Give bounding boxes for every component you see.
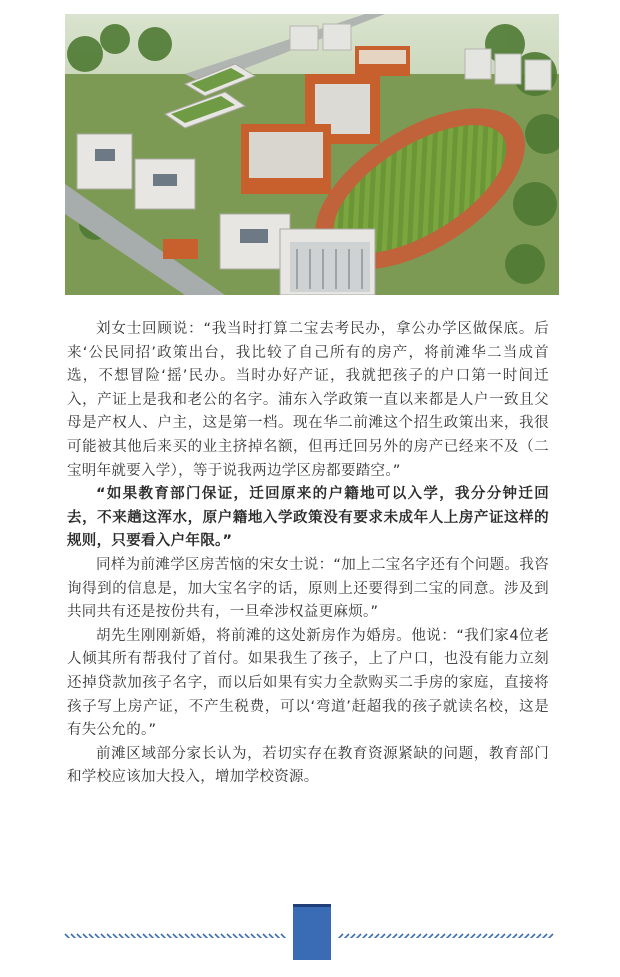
chevron-rule-right <box>337 928 559 938</box>
paragraph-song-quote: 同样为前滩学区房苦恼的宋女士说：“加上二宝名字还有个问题。我咨询得到的信息是，加大宝名字的话，原则上还要得到二宝的同意。涉及到共同共有还是按份共有，一旦牵涉权益更麻烦。” <box>67 556 549 621</box>
paragraph-hu-quote: 胡先生刚刚新婚，将前滩的这处新房作为婚房。他说：“我们家4位老人倾其所有帮我付了首付。如果我生了孩子，上了户口，也没有能力立刻还掉贷款加孩子名字，而以后如果有实力全款购买二手房的家庭，直接将孩子写上房产证，不产生税费，可以‘弯道’赶超我的孩子就读名校，这是有失公允的。” <box>67 627 549 739</box>
paragraph-parents-view: 前滩区域部分家长认为，若切实存在教育资源紧缺的问题，教育部门和学校应该加大投入，增加学校资源。 <box>67 745 549 786</box>
paragraph-liu-quote: 刘女士回顾说：“我当时打算二宝去考民办，拿公办学区做保底。后来‘公民同招’政策出台，我比较了自己所有的房产，将前滩华二当成首选，不想冒险‘摇’民办。当时办好产证，我就把孩子的户口第一时间迁入，产证上是我和老公的名字。浦东入学政策一直以来都是人户一致且父母是产权人、户主，这是第一档。现在华二前滩这个招生政策出来，我很可能被其他后来买的业主挤掉名额，但再迁回另外的房产已经来不及（二宝明年就要入学），等于说我两边学区房都要踏空。” <box>67 321 549 479</box>
footer-divider <box>63 904 559 964</box>
chevron-rule-left <box>63 928 289 938</box>
campus-aerial-illustration <box>65 14 559 295</box>
center-blue-block <box>293 904 331 960</box>
campus-aerial-image <box>65 14 559 295</box>
paragraph-highlight-quote: “如果教育部门保证，迁回原来的户籍地可以入学，我分分钟迁回去，不来趟这浑水，原户籍地入学政策没有要求未成年人上房产证这样的规则，只要看入户年限。” <box>67 486 549 550</box>
article-body <box>67 318 549 790</box>
